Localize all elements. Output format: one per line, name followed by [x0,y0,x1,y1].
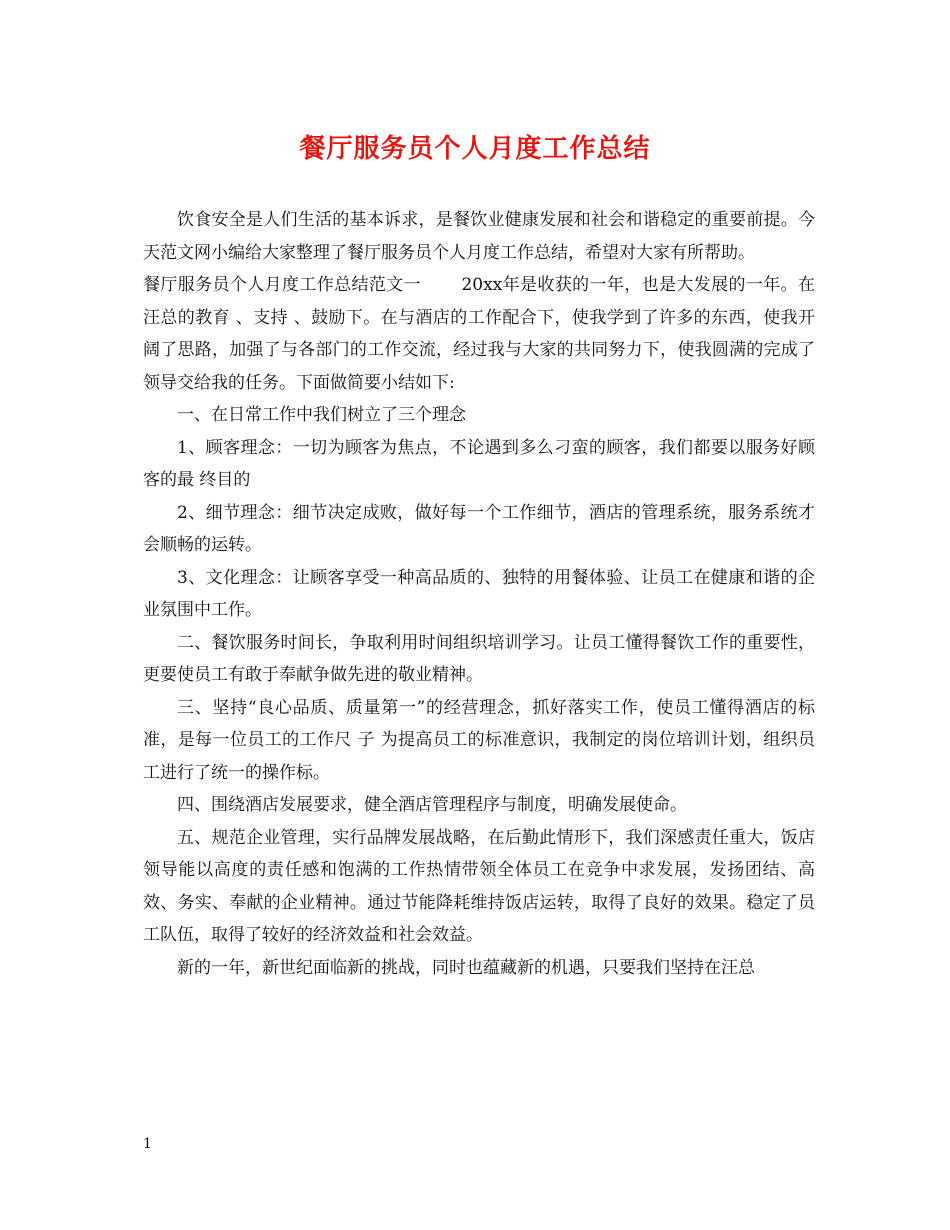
body-paragraph: 五、规范企业管理，实行品牌发展战略，在后勤此情形下，我们深感责任重大，饭店领导能以高度的责任感和饱满的工作热情带领全体员工在竞争中求发展，发扬团结、高效、务实、奉献的企业精神。通过节能降耗维持饭店运转，取得了良好的效果。稳定了员工队伍，取得了较好的经济效益和社会效益。 [143,827,815,945]
document-title: 餐厅服务员个人月度工作总结 [299,134,651,164]
body-paragraph: 一、在日常工作中我们树立了三个理念 [177,405,466,425]
body-paragraph: 二、餐饮服务时间长，争取利用时间组织培训学习。让员工懂得餐饮工作的重要性，更要使员工有敢于奉献争做先进的敬业精神。 [143,632,815,685]
body-paragraph: 四、围绕酒店发展要求，健全酒店管理程序与制度，明确发展使命。 [177,795,687,815]
body-paragraph: 三、坚持“良心品质、质量第一”的经营理念，抓好落实工作，使员工懂得酒店的标准，是每一位员工的工作尺 子 为提高员工的标准意识，我制定的岗位培训计划，组织员工进行了统一的操作标。 [143,697,815,783]
body-paragraph: 1、顾客理念：一切为顾客为焦点，不论遇到多么刁蛮的顾客，我们都要以服务好顾客的最 终目的 [143,437,815,490]
body-paragraph: 3、文化理念：让顾客享受一种高品质的、独特的用餐体验、让员工在健康和谐的企业氛围中工作。 [143,567,815,620]
body-paragraph: 餐厅服务员个人月度工作总结范文一 20xx年是收获的一年，也是大发展的一年。在汪总的教育 、支持 、鼓励下。在与酒店的工作配合下，使我学到了许多的东西，使我开阔了思路，加强了与各部门的工作交流，经过我与大家的共同努力下，使我圆满的完成了领导交给我的任务。下面做简要小结如下: [143,275,815,393]
page-number: 1 [143,1136,152,1152]
body-paragraph: 2、细节理念：细节决定成败，做好每一个工作细节，酒店的管理系统，服务系统才会顺畅的运转。 [143,502,815,555]
document-body [143,204,815,984]
body-paragraph: 新的一年，新世纪面临新的挑战，同时也蕴藏新的机遇，只要我们坚持在汪总 [177,957,755,978]
body-paragraph: 饮食安全是人们生活的基本诉求，是餐饮业健康发展和社会和谐稳定的重要前提。今天范文网小编给大家整理了餐厅服务员个人月度工作总结，希望对大家有所帮助。 [143,210,815,263]
